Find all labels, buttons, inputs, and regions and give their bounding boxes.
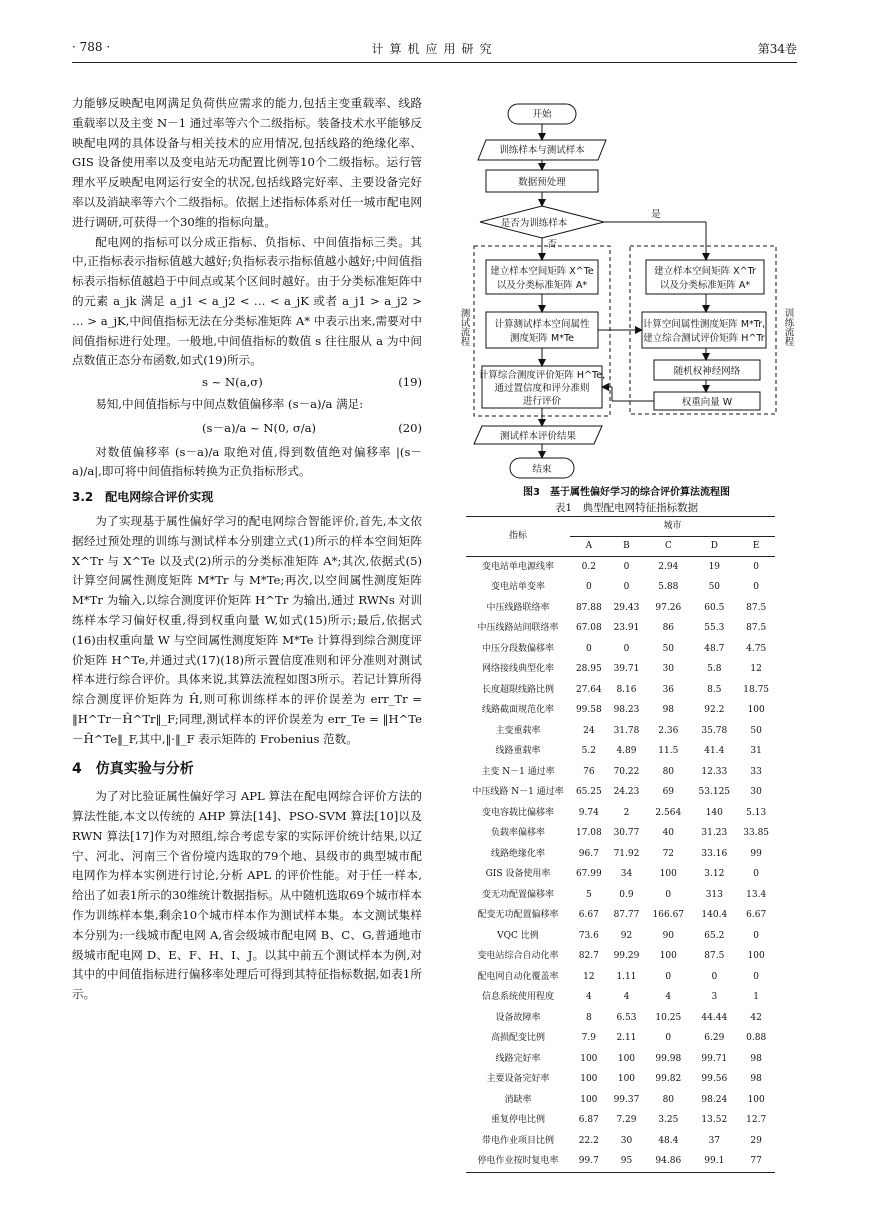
table-cell: 30 xyxy=(750,787,762,798)
table-cell: 100 xyxy=(580,1074,598,1085)
table-cell: 1 xyxy=(753,992,760,1003)
paragraph-5: 为了实现基于属性偏好学习的配电网综合智能评价,首先,本文依据经过预处理的训练与测试样本分别建立式(1)所示的样本空间矩阵 X^Tr 与 X^Te 以及式(2)所示的分类标准矩阵 A*;其次,依据式(5)计算空间属性测度矩阵 M*Tr 与 M*Te;再次,以空间属性测度矩阵 M*Tr 为输入,以综合测度评价矩阵 H^Tr 为输出,通过 RWNs 对训练样本学习偏好权重,得到权重向量 W,如式(15)所示;最后,依据式(16)由权重向量 W 与空间属性测度矩阵 M*Te 计算得到综合测度评价矩阵 H^Te,并通过式(17)(18)所示置信度准则和评分准则对测试样本进行综合评价。具体来说,其算法流程如图3所示。若记计算所得综合测度评价矩阵为 Ĥ,则可称训练样本的评价误差为 err_Tr = ‖H^Tr－Ĥ^Tr‖_F;同理,测试样本的评价误差为 err_Te = ‖H^Te－Ĥ^Te‖_F,其中,‖·‖_F 表示矩阵的 Frobenius 范数。 xyxy=(72,513,422,746)
row-label: GIS 设备使用率 xyxy=(485,869,551,880)
row-label: 设备故障率 xyxy=(495,1012,541,1023)
table-cell: 2.564 xyxy=(655,807,682,818)
table-cell: 0 xyxy=(753,582,760,593)
table-cell: 29 xyxy=(750,1135,762,1146)
paragraph-6: 为了对比验证属性偏好学习 APL 算法在配电网综合评价方法的算法性能,本文以传统的 AHP 算法[14]、PSO-SVM 算法[10]以及 RWN 算法[17]作为对照组,综合考虑专家的实际评价统计结果,以辽宁、河北、河南三个省份境内选取的79个地、县级市的典型城市配电网作为样本实例进行讨论,分析 APL 的评价性能。对于任一样本,给出了如表1所示的30维统计数据指标。从中随机选取69个城市样本作为训练样本集,剩余10个城市样本作为测试样本集。本文测试集样本分别为:一线城市配电网 A,省会级城市配电网 B、C、G,普通地市级城市配电网 D、E、F、H、I、J。以其中前五个测试样本为例,对其中的中间值指标进行偏移率处理后可得到其特征指标数据,如表1所示。 xyxy=(72,789,422,1002)
table-cell: 2.94 xyxy=(658,561,679,572)
table-cell: 140 xyxy=(705,807,723,818)
table-cell: 70.22 xyxy=(613,766,640,777)
row-label: 中压线路联络率 xyxy=(486,602,550,613)
row-label: 长度超限线路比例 xyxy=(481,684,554,695)
table-row xyxy=(466,1090,775,1111)
table-cell: 99.37 xyxy=(613,1094,640,1105)
table-cell: 29.43 xyxy=(613,602,640,613)
section-3-2-heading: 3.2 配电网综合评价实现 xyxy=(72,490,214,505)
table-cell: 33.85 xyxy=(743,828,770,839)
row-label: 带电作业项目比例 xyxy=(481,1135,554,1146)
table-cell: 0 xyxy=(585,582,592,593)
row-label: 主要设备完好率 xyxy=(486,1074,550,1085)
table-cell: 87.77 xyxy=(613,910,640,921)
table-cell: 12.33 xyxy=(701,766,728,777)
table-cell: 24 xyxy=(583,725,595,736)
equation-20-body: (s－a)/a ~ N(0, σ/a) xyxy=(202,420,317,435)
table-cell: 4 xyxy=(623,992,630,1003)
table-cell: 80 xyxy=(662,1094,675,1105)
table-cell: 3 xyxy=(711,992,718,1003)
table-cell: 99.98 xyxy=(655,1053,682,1064)
table-cell: 98 xyxy=(750,1074,762,1085)
row-label: 变无功配置偏移率 xyxy=(481,889,554,900)
table-cell: 90 xyxy=(662,930,675,941)
table-row xyxy=(466,803,775,824)
table-cell: 5.13 xyxy=(746,807,767,818)
table-cell: 69 xyxy=(662,787,675,798)
table-cell: 71.92 xyxy=(613,848,640,859)
row-label: 重复停电比例 xyxy=(490,1115,545,1126)
table-cell: 41.4 xyxy=(704,746,725,757)
table-caption: 表1 典型配电网特征指标数据 xyxy=(554,502,699,514)
table-cell: 5.8 xyxy=(707,664,722,675)
table-cell: 5.88 xyxy=(658,582,679,593)
table-cell: 92.2 xyxy=(704,705,725,716)
header-rule xyxy=(72,62,797,63)
row-label: 配变无功配置偏移率 xyxy=(477,910,559,921)
train-step-2-line-1: 计算空间属性测度矩阵 M*Tr, xyxy=(642,319,766,330)
table-row xyxy=(466,988,775,1009)
table-cell: 100 xyxy=(580,1094,598,1105)
equation-19-body: s ~ N(a,σ) xyxy=(202,375,263,390)
row-label: VQC 比例 xyxy=(497,930,539,941)
table-cell: 4.89 xyxy=(616,746,637,757)
table-row xyxy=(466,660,775,681)
table-cell: 99 xyxy=(750,848,762,859)
table-row xyxy=(466,844,775,865)
table-cell: 5 xyxy=(585,889,592,900)
table-cell: 99.1 xyxy=(691,1152,737,1173)
table-cell: 0 xyxy=(753,561,760,572)
table-cell: 11.5 xyxy=(658,746,679,757)
table-cell: 0 xyxy=(665,1033,672,1044)
data-table xyxy=(466,516,775,1173)
train-step-4-label: 权重向量 W xyxy=(681,397,733,408)
table-cell: 99.7 xyxy=(570,1152,608,1173)
table-row xyxy=(466,1111,775,1132)
row-label: 主变 N－1 通过率 xyxy=(481,766,555,777)
start-label: 开始 xyxy=(532,109,552,120)
test-step-1-line-2: 以及分类标准矩阵 A* xyxy=(496,280,588,291)
table-cell: 4.75 xyxy=(746,643,767,654)
row-label: 高损配变比例 xyxy=(490,1033,545,1044)
table-cell: 87.88 xyxy=(575,602,602,613)
city-header-a: A xyxy=(570,537,608,557)
table-cell: 8.16 xyxy=(616,684,637,695)
table-cell: 99.71 xyxy=(701,1053,728,1064)
table-cell: 53.125 xyxy=(698,787,731,798)
table-cell: 313 xyxy=(705,889,723,900)
train-step-3-label: 随机权神经网络 xyxy=(673,366,741,377)
test-step-1-line-1: 建立样本空间矩阵 X^Te xyxy=(490,266,594,277)
table-cell: 65.2 xyxy=(704,930,725,941)
table-body xyxy=(466,557,775,1173)
table-cell: 13.52 xyxy=(701,1115,728,1126)
table-cell: 36 xyxy=(662,684,675,695)
table-cell: 100 xyxy=(747,951,765,962)
table-cell: 82.7 xyxy=(578,951,599,962)
journal-title: 计算机应用研究 xyxy=(371,42,498,56)
table-row xyxy=(466,1152,775,1173)
table-cell: 99.82 xyxy=(655,1074,682,1085)
test-step-2-line-2: 测度矩阵 M*Te xyxy=(510,333,574,344)
row-label: 线路重载率 xyxy=(495,746,541,757)
row-label: 信息系统使用程度 xyxy=(481,992,554,1003)
table-row xyxy=(466,783,775,804)
table-cell: 48.4 xyxy=(658,1135,679,1146)
table-cell: 0.88 xyxy=(746,1033,767,1044)
table-row xyxy=(466,578,775,599)
section-4-heading: 4 仿真实验与分析 xyxy=(72,760,194,777)
table-cell: 22.2 xyxy=(578,1135,599,1146)
table-cell: 44.44 xyxy=(701,1012,728,1023)
table-cell: 3.12 xyxy=(704,869,725,880)
end-label: 结束 xyxy=(532,464,552,475)
table-cell: 100 xyxy=(617,1074,636,1085)
table-cell: 37 xyxy=(708,1135,721,1146)
col-city-header: 城市 xyxy=(570,517,775,537)
table-row xyxy=(466,639,775,660)
table-cell: 92 xyxy=(620,930,633,941)
table-cell: 80 xyxy=(662,766,675,777)
figure-caption: 图3 基于属性偏好学习的综合评价算法流程图 xyxy=(523,487,730,498)
col-index-header: 指标 xyxy=(466,517,570,557)
paragraph-3: 易知,中间值指标与中间点数值偏移率 (s－a)/a 满足: xyxy=(95,396,364,411)
table-cell: 4 xyxy=(585,992,592,1003)
city-header-e: E xyxy=(737,537,775,557)
table-cell: 99.29 xyxy=(613,951,640,962)
row-label: 变电站综合自动化率 xyxy=(477,951,559,962)
table-cell: 23.91 xyxy=(613,623,640,634)
table-cell: 87.5 xyxy=(746,602,767,613)
test-step-2-line-1: 计算测试样本空间属性 xyxy=(494,319,590,330)
table-cell: 10.25 xyxy=(655,1012,682,1023)
table-cell: 27.64 xyxy=(575,684,602,695)
table-cell: 0 xyxy=(753,971,760,982)
train-flow-label: 训练流程 xyxy=(782,308,794,346)
row-label: 网络接线典型化率 xyxy=(481,664,554,675)
table-cell: 100 xyxy=(747,705,765,716)
table-cell: 6.67 xyxy=(746,910,767,921)
row-label: 中压线路 N－1 通过率 xyxy=(472,787,564,798)
table-cell: 6.53 xyxy=(616,1012,637,1023)
table-row xyxy=(466,680,775,701)
table-cell: 67.08 xyxy=(575,623,602,634)
table-cell: 0 xyxy=(623,582,630,593)
volume-label: 第34卷 xyxy=(757,42,797,56)
table-cell: 0.9 xyxy=(619,889,634,900)
table-cell: 95 xyxy=(608,1152,646,1173)
row-label: 中压分段数偏移率 xyxy=(481,643,554,654)
row-label: 中压线路站间联络率 xyxy=(477,623,559,634)
table-cell: 31.23 xyxy=(701,828,728,839)
table-cell: 166.67 xyxy=(652,910,685,921)
table-cell: 33 xyxy=(750,766,762,777)
table-row xyxy=(466,557,775,578)
table-cell: 98.23 xyxy=(613,705,640,716)
table-cell: 30 xyxy=(662,664,675,675)
table-cell: 99.56 xyxy=(701,1074,728,1085)
test-step-3-line-1: 计算综合测度评价矩阵 H^Te, xyxy=(478,370,606,381)
table-cell: 28.95 xyxy=(575,664,602,675)
table-row xyxy=(466,824,775,845)
paragraph-4: 对数值偏移率 (s－a)/a 取绝对值,得到数值绝对偏移率 |(s－a)/a|,即可将中间值指标转换为正负指标形式。 xyxy=(72,444,422,479)
table-row xyxy=(466,1049,775,1070)
row-label: 停电作业按时复电率 xyxy=(466,1152,570,1173)
yes-label: 是 xyxy=(651,209,661,220)
table-cell: 31 xyxy=(750,746,762,757)
row-label: 变电站单电源线率 xyxy=(481,561,554,572)
table-cell: 60.5 xyxy=(704,602,725,613)
table-cell: 9.74 xyxy=(578,807,599,818)
table-cell: 8.5 xyxy=(707,684,722,695)
table-cell: 1.11 xyxy=(616,971,637,982)
table-cell: 67.99 xyxy=(575,869,602,880)
table-cell: 8 xyxy=(585,1012,592,1023)
city-header-d: D xyxy=(691,537,737,557)
table-cell: 2.11 xyxy=(616,1033,637,1044)
test-step-3-line-2: 通过置信度和评分准则 xyxy=(494,383,590,394)
table-cell: 87.5 xyxy=(746,623,767,634)
table-cell: 94.86 xyxy=(645,1152,691,1173)
table-cell: 140.4 xyxy=(701,910,728,921)
result-label: 测试样本评价结果 xyxy=(499,431,577,442)
table-row xyxy=(466,598,775,619)
table-cell: 2 xyxy=(623,807,630,818)
table-cell: 0.2 xyxy=(581,561,596,572)
table-cell: 30 xyxy=(620,1135,633,1146)
table-cell: 99.58 xyxy=(575,705,602,716)
table-cell: 6.67 xyxy=(578,910,599,921)
table-cell: 0 xyxy=(585,643,592,654)
table-row xyxy=(466,947,775,968)
table-cell: 6.29 xyxy=(704,1033,725,1044)
table-cell: 97.26 xyxy=(655,602,682,613)
page-header xyxy=(72,40,797,62)
table-cell: 98 xyxy=(750,1053,762,1064)
table-row xyxy=(466,967,775,988)
table-row xyxy=(466,1131,775,1152)
table-cell: 0 xyxy=(623,561,630,572)
train-step-2-line-2: 建立综合测试评价矩阵 H^Tr xyxy=(643,333,765,344)
table-cell: 0 xyxy=(753,930,760,941)
table-cell: 87.5 xyxy=(704,951,725,962)
equation-20 xyxy=(72,415,422,443)
row-label: 消缺率 xyxy=(504,1094,532,1105)
row-label: 线路完好率 xyxy=(495,1053,541,1064)
table-cell: 76 xyxy=(583,766,595,777)
row-label: 主变重载率 xyxy=(495,725,541,736)
table-cell: 100 xyxy=(659,869,677,880)
table-cell: 12 xyxy=(583,971,595,982)
page-number: · 788 · xyxy=(72,40,111,54)
table-cell: 33.16 xyxy=(701,848,728,859)
paragraph-2: 配电网的指标可以分成正指标、负指标、中间值指标三类。其中,正指标表示指标值越大越好;负指标表示指标值越小越好;中间值指标表示指标值越趋于中间点或某个区间时越好。由于分类标准矩阵中的元素 a_jk 满足 a_j1 < a_j2 < … < a_jK 或者 a_j1 > a_j2 > … > a_jK,中间值指标无法在分类标准矩阵 A* 中表示出来,需要对中间值指标进行处理。一般地,中间值指标的数值 s 往往服从 a 为中间点数值正态分布函数,如式(19)所示。 xyxy=(72,234,422,368)
city-header-c: C xyxy=(645,537,691,557)
table-cell: 100 xyxy=(747,1094,765,1105)
table-cell: 4 xyxy=(665,992,672,1003)
table-cell: 12 xyxy=(750,664,762,675)
table-cell: 42 xyxy=(750,1012,762,1023)
row-label: 配电网自动化覆盖率 xyxy=(477,971,559,982)
table-cell: 34 xyxy=(620,869,633,880)
table-row xyxy=(466,619,775,640)
table-cell: 0 xyxy=(711,971,718,982)
table-cell: 5.2 xyxy=(581,746,596,757)
table-row xyxy=(466,1008,775,1029)
table-row xyxy=(466,906,775,927)
table-cell: 73.6 xyxy=(578,930,599,941)
table-cell: 96.7 xyxy=(578,848,599,859)
table-cell: 50 xyxy=(708,582,721,593)
no-label: 否 xyxy=(547,239,557,250)
preprocess-label: 数据预处理 xyxy=(518,177,566,188)
row-label: 变电站单变率 xyxy=(490,582,545,593)
table-cell: 0 xyxy=(665,889,672,900)
table-cell: 72 xyxy=(662,848,675,859)
flowchart-svg xyxy=(456,96,797,484)
left-column xyxy=(72,94,422,1005)
table-row xyxy=(466,721,775,742)
table-row xyxy=(466,1070,775,1091)
table-row xyxy=(466,885,775,906)
table-cell: 0 xyxy=(623,643,630,654)
table-cell: 35.78 xyxy=(701,725,728,736)
table-cell: 30.77 xyxy=(613,828,640,839)
table-row xyxy=(466,762,775,783)
table-cell: 48.7 xyxy=(704,643,725,654)
table-cell: 40 xyxy=(662,828,675,839)
table-row xyxy=(466,865,775,886)
table-cell: 86 xyxy=(662,623,675,634)
table-cell: 3.25 xyxy=(658,1115,679,1126)
table-cell: 6.87 xyxy=(578,1115,599,1126)
table-cell: 2.36 xyxy=(658,725,679,736)
table-cell: 100 xyxy=(617,1053,636,1064)
paragraph-1: 力能够反映配电网满足负荷供应需求的能力,包括主变重载率、线路重载率以及主变 N－1 通过率等六个二级指标。装备技术水平能够反映配电网的具体设备与相关技术的应用情况,包括线路的绝缘化率、GIS 设备使用率以及变电站无功配置比例等10个二级指标。运行管理水平反映配电网运行安全的状况,包括线路完好率、主要设备完好率以及消缺率等六个二级指标。依据上述指标体系对任一城市配电网进行调研,可获得一个30维的指标向量。 xyxy=(72,96,422,229)
table-cell: 77 xyxy=(737,1152,775,1173)
table-cell: 7.9 xyxy=(581,1033,596,1044)
row-label: 线路截面规范化率 xyxy=(481,705,554,716)
table-cell: 13.4 xyxy=(746,889,767,900)
table-row xyxy=(466,926,775,947)
table-cell: 17.08 xyxy=(575,828,602,839)
table-cell: 18.75 xyxy=(743,684,770,695)
table-cell: 39.71 xyxy=(613,664,640,675)
flowchart-figure xyxy=(456,96,797,484)
row-label: 线路绝缘化率 xyxy=(490,848,545,859)
table-cell: 50 xyxy=(662,643,675,654)
train-step-1-line-2: 以及分类标准矩阵 A* xyxy=(659,280,751,291)
test-flow-label: 测试流程 xyxy=(458,308,470,346)
split-label: 训练样本与测试样本 xyxy=(499,145,585,156)
table-cell: 55.3 xyxy=(704,623,725,634)
table-cell: 19 xyxy=(708,561,721,572)
city-header-b: B xyxy=(608,537,646,557)
table-row xyxy=(466,701,775,722)
table-row xyxy=(466,1029,775,1050)
equation-20-number: (20) xyxy=(398,420,422,435)
table-cell: 12.7 xyxy=(746,1115,767,1126)
table-cell: 7.29 xyxy=(616,1115,637,1126)
decision-label: 是否为训练样本 xyxy=(500,218,568,229)
equation-19-number: (19) xyxy=(398,375,422,390)
table-cell: 24.23 xyxy=(613,787,640,798)
row-label: 负载率偏移率 xyxy=(490,828,545,839)
table-cell: 65.25 xyxy=(575,787,602,798)
table-cell: 0 xyxy=(753,869,760,880)
table-row xyxy=(466,742,775,763)
table-cell: 100 xyxy=(659,951,677,962)
table-cell: 31.78 xyxy=(613,725,640,736)
table-cell: 0 xyxy=(665,971,672,982)
equation-19 xyxy=(72,373,422,393)
train-step-1-line-1: 建立样本空间矩阵 X^Tr xyxy=(654,266,756,277)
table-cell: 50 xyxy=(750,725,762,736)
test-step-3-line-3: 进行评价 xyxy=(522,396,562,407)
row-label: 变电容载比偏移率 xyxy=(481,807,554,818)
table-cell: 98.24 xyxy=(701,1094,728,1105)
table-cell: 98 xyxy=(662,705,675,716)
table-cell: 100 xyxy=(580,1053,598,1064)
